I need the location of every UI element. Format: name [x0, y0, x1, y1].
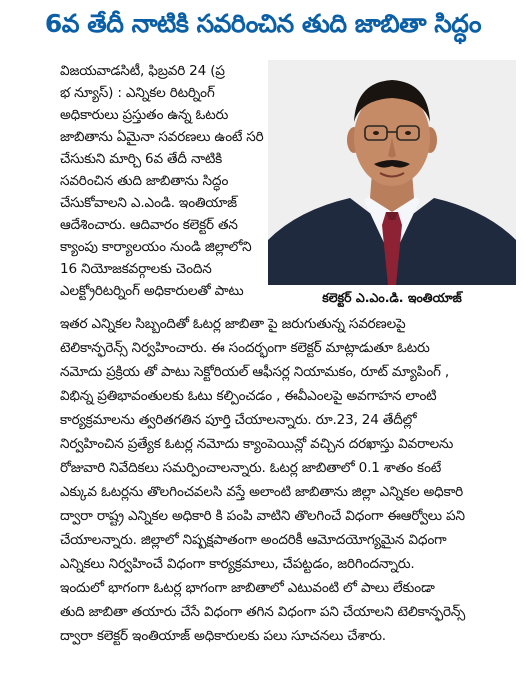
body-line: చేసుకోవాలని ఎ.ఎండి. ఇంతియాజ్: [60, 195, 237, 211]
body-line: ఆదేశించారు. ఆదివారం కలెక్టర్ తన: [60, 217, 238, 233]
body-line: విభిన్న ప్రతిభావంతులకు ఓటు కల్పించడం , ఈవీఎంలపై అవగాహన లాంటి: [60, 388, 437, 404]
body-line: నిర్వహించిన ప్రత్యేక ఓటర్ల నమోదు క్యాంపెయిన్లో వచ్చిన దరఖాస్తు వివరాలను: [60, 436, 454, 452]
body-line: టెలికాన్ఫరెన్స్ నిర్వహించారు. ఈ సందర్భంగా కలెక్టర్ మాట్లాడుతూ ఓటరు: [60, 340, 430, 356]
body-line: 16 నియోజకవర్గాలకు చెందిన: [60, 261, 212, 277]
body-line: కార్యక్రమాలను త్వరితగతిన పూర్తి చేయాలన్నారు. రూ.23, 24 తేదీల్లో: [60, 412, 417, 428]
body-line: ద్వారా రాష్ట్ర ఎన్నికల అధికారి కి పంపి వాటిని తొలగించే విధంగా ఈఆర్వోలు పని: [60, 508, 465, 524]
body-line: క్యాంపు కార్యాలయం నుండి జిల్లాలోని: [60, 239, 252, 255]
body-line: రోజువారి నివేదికలు సమర్పించాలన్నారు. ఓటర్ల జాబితాలో 0.1 శాతం కంటే: [60, 460, 442, 476]
photo-caption: కలెక్టర్ ఎ.ఎం.డి. ఇంతియాజ్: [322, 290, 462, 305]
body-line: నమోదు ప్రక్రియ తో పాటు సెక్టోరియల్ ఆఫీసర్ల నియామకం, రూట్ మ్యాపింగ్ ,: [60, 364, 450, 380]
body-line: ఎక్కువ ఓటర్లను తొలగించవలసి వస్తే అలాంటి జాబితాను జిల్లా ఎన్నికల అధికారి: [60, 484, 464, 500]
body-line: జాబితాను ఏమైనా సవరణలు ఉంటే సరి: [60, 129, 264, 145]
body-line: చేసుకుని మార్చి 6వ తేదీ నాటికి: [60, 151, 223, 167]
body-line: భ న్యూస్) : ఎన్నికల రిటర్నింగ్: [60, 85, 215, 101]
body-line: ద్వారా కలెక్టర్ ఇంతియాజ్ అధికారులకు పలు సూచనలు చేశారు.: [60, 628, 386, 644]
body-line: ఇందులో భాగంగా ఓటర్ల భాగంగా జాబితాలో ఎటువంటి లో పాలు లేకుండా: [60, 580, 435, 596]
body-line: విజయవాడసిటీ, ఫిబ్రవరి 24 (ప్ర: [60, 63, 225, 79]
body-line: సవరించిన తుది జాబితాను సిద్ధం: [60, 173, 229, 189]
headline: 6వ తేదీ నాటికి సవరించిన తుది జాబితా సిద్ధం: [44, 9, 482, 38]
body-line: ఎలక్ట్రోరిటర్నింగ్ అధికారులతో పాటు: [60, 283, 244, 299]
collector-photo: [268, 60, 516, 285]
body-line: చేయాలన్నారు. జిల్లాలో నిష్పక్షపాతంగా అందరికీ ఆమోదయోగ్యమైన విధంగా: [60, 532, 447, 548]
person-portrait-icon: [268, 60, 516, 285]
body-line: ఇతర ఎన్నికల సిబ్బందితో ఓటర్ల జాబితా పై జరుగుతున్న సవరణలపై: [60, 316, 406, 332]
body-line: తుది జాబితా తయారు చేసే విధంగా తగిన విధంగా పని చేయాలని టెలికాన్ఫరెన్స్: [60, 604, 466, 620]
body-line: అధికారులు ప్రస్తుతం ఉన్న ఓటరు: [60, 107, 229, 123]
body-line: ఎన్నికలు నిర్వహించే విధంగా కార్యక్రమాలు, చేపట్టడం, జరిగిందన్నారు.: [60, 556, 415, 572]
